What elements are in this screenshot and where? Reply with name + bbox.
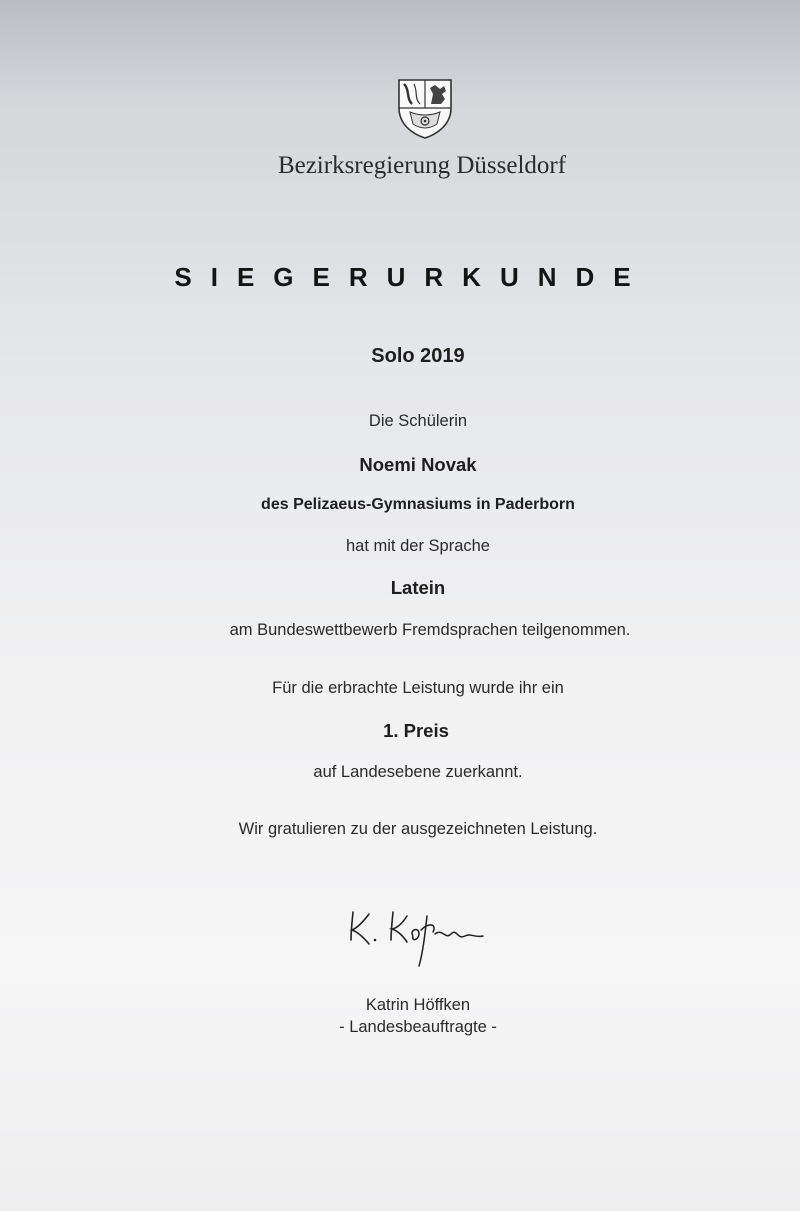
issuing-authority: Bezirksregierung Düsseldorf bbox=[277, 152, 567, 179]
award-level: auf Landesebene zuerkannt. bbox=[313, 763, 523, 781]
competition-text: am Bundeswettbewerb Fremdsprachen teilgenommen. bbox=[229, 621, 631, 639]
competition-edition: Solo 2019 bbox=[371, 345, 465, 367]
congratulation-text: Wir gratulieren zu der ausgezeichneten Leistung. bbox=[238, 820, 598, 838]
language-intro: hat mit der Sprache bbox=[346, 537, 490, 555]
signatory-title: - Landesbeauftragte - bbox=[339, 1018, 497, 1036]
school-name: des Pelizaeus-Gymnasiums in Paderborn bbox=[261, 496, 575, 513]
award-title: 1. Preis bbox=[383, 720, 449, 741]
language-name: Latein bbox=[390, 577, 446, 598]
certificate-title: SIEGERURKUNDE bbox=[174, 262, 650, 292]
intro-text: Die Schülerin bbox=[368, 412, 468, 430]
handwritten-signature bbox=[345, 900, 495, 970]
signatory-name: Katrin Höffken bbox=[365, 996, 471, 1014]
award-intro: Für die erbrachte Leistung wurde ihr ein bbox=[272, 679, 564, 697]
recipient-name: Noemi Novak bbox=[359, 454, 477, 475]
nrw-coat-of-arms-icon bbox=[396, 78, 454, 140]
